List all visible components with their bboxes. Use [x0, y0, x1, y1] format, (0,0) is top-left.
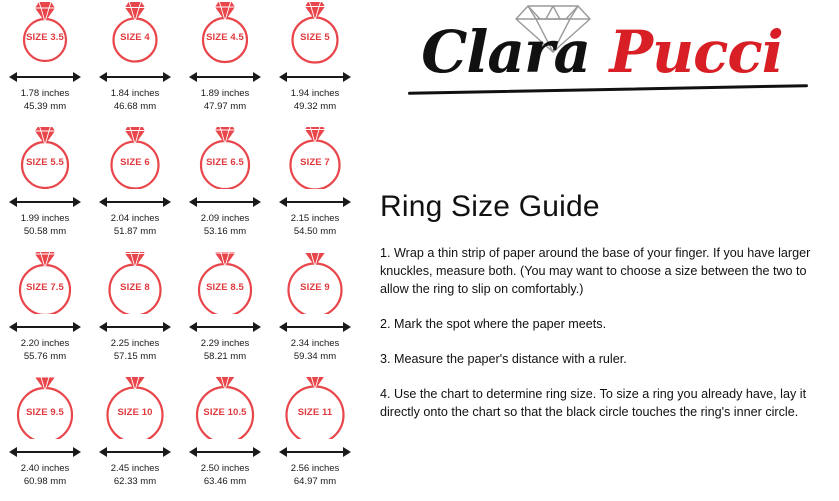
guide-step: 1. Wrap a thin strip of paper around the base of your finger. If you have larger knuckles, measure both. (You may want to choose a size between the two to allow the ring to slip on comfortably.): [380, 246, 811, 296]
measurement-mm: 54.50 mm: [293, 225, 337, 237]
ring-measurement: [270, 88, 360, 113]
ring-size-label: SIZE 8.5: [206, 282, 244, 293]
ring-size-cell: [270, 0, 360, 125]
ring-size-label: SIZE 3.5: [26, 32, 64, 43]
diameter-arrow: [189, 197, 261, 207]
diameter-arrow: [279, 322, 351, 332]
ring-size-cell: [180, 125, 270, 250]
ring-size-cell: [270, 250, 360, 375]
ring-measurement: [180, 213, 270, 238]
arrow-right-icon: [343, 447, 351, 457]
measurement-mm: 46.68 mm: [113, 100, 157, 112]
arrow-right-icon: [163, 447, 171, 457]
ring-size-label: SIZE 5.5: [26, 157, 64, 168]
ring-size-cell: [90, 0, 180, 125]
measurement-inches: 2.45 inches: [110, 463, 160, 474]
ring-measurement: [0, 88, 90, 113]
ring-size-cell: [90, 250, 180, 375]
measurement-inches: 2.40 inches: [20, 463, 70, 474]
measurement-mm: 63.46 mm: [203, 475, 247, 487]
measurement-inches: 2.29 inches: [200, 338, 250, 349]
measurement-inches: 2.56 inches: [290, 463, 340, 474]
arrow-line: [196, 76, 254, 78]
arrow-line: [196, 201, 254, 203]
diameter-arrow: [9, 322, 81, 332]
diameter-arrow: [189, 322, 261, 332]
measurement-inches: 2.25 inches: [110, 338, 160, 349]
measurement-mm: 62.33 mm: [113, 475, 157, 487]
guide-step: 4. Use the chart to determine ring size. To size a ring you already have, lay it directly onto the chart so that the black circle touches the ring's inner circle.: [380, 387, 807, 419]
diameter-arrow: [99, 72, 171, 82]
guide-section: [380, 190, 826, 421]
arrow-right-icon: [343, 197, 351, 207]
diameter-arrow: [99, 447, 171, 457]
ring-measurement: [180, 463, 270, 488]
arrow-line: [196, 326, 254, 328]
brand-wordmark: [372, 18, 832, 86]
arrow-line: [286, 326, 344, 328]
arrow-line: [16, 76, 74, 78]
measurement-inches: 2.34 inches: [290, 338, 340, 349]
arrow-right-icon: [163, 197, 171, 207]
ring-size-cell: [90, 125, 180, 250]
measurement-inches: 1.89 inches: [200, 88, 250, 99]
ring-size-cell: [180, 250, 270, 375]
measurement-mm: 57.15 mm: [113, 350, 157, 362]
arrow-line: [196, 451, 254, 453]
diameter-arrow: [9, 197, 81, 207]
ring-measurement: [180, 88, 270, 113]
guide-step: 2. Mark the spot where the paper meets.: [380, 317, 607, 331]
measurement-inches: 2.15 inches: [290, 213, 340, 224]
ring-size-label: SIZE 9.5: [26, 407, 64, 418]
brand-name-second: Pucci: [609, 18, 783, 86]
diameter-arrow: [189, 447, 261, 457]
ring-size-cell: [180, 375, 270, 500]
measurement-inches: 1.78 inches: [20, 88, 70, 99]
arrow-right-icon: [343, 322, 351, 332]
measurement-inches: 2.20 inches: [20, 338, 70, 349]
ring-measurement: [90, 338, 180, 363]
ring-size-cell: [0, 0, 90, 125]
ring-measurement: [90, 88, 180, 113]
ring-size-cell: [270, 125, 360, 250]
ring-measurement: [90, 463, 180, 488]
arrow-right-icon: [343, 72, 351, 82]
arrow-line: [286, 76, 344, 78]
ring-size-label: SIZE 4.5: [206, 32, 244, 43]
arrow-right-icon: [253, 447, 261, 457]
ring-size-label: SIZE 5: [300, 32, 330, 43]
arrow-right-icon: [73, 322, 81, 332]
diameter-arrow: [99, 322, 171, 332]
ring-size-cell: [0, 125, 90, 250]
arrow-right-icon: [73, 72, 81, 82]
measurement-mm: 55.76 mm: [23, 350, 67, 362]
arrow-right-icon: [163, 322, 171, 332]
measurement-mm: 60.98 mm: [23, 475, 67, 487]
arrow-line: [286, 451, 344, 453]
ring-size-cell: [0, 250, 90, 375]
measurement-inches: 1.99 inches: [20, 213, 70, 224]
ring-size-label: SIZE 10.5: [203, 407, 247, 418]
ring-size-label: SIZE 8: [120, 282, 150, 293]
arrow-right-icon: [253, 72, 261, 82]
ring-size-label: SIZE 6.5: [206, 157, 244, 168]
arrow-line: [16, 326, 74, 328]
arrow-line: [106, 451, 164, 453]
ring-measurement: [180, 338, 270, 363]
measurement-mm: 59.34 mm: [293, 350, 337, 362]
ring-size-chart: [0, 0, 360, 501]
diameter-arrow: [9, 72, 81, 82]
measurement-mm: 64.97 mm: [293, 475, 337, 487]
arrow-line: [106, 76, 164, 78]
diameter-arrow: [9, 447, 81, 457]
brand-name-first: Clara: [421, 18, 591, 86]
ring-size-cell: [180, 0, 270, 125]
ring-measurement: [90, 213, 180, 238]
ring-measurement: [0, 213, 90, 238]
arrow-line: [106, 201, 164, 203]
ring-size-cell: [0, 375, 90, 500]
ring-size-label: SIZE 9: [300, 282, 330, 293]
measurement-mm: 45.39 mm: [23, 100, 67, 112]
measurement-mm: 50.58 mm: [23, 225, 67, 237]
ring-size-label: SIZE 4: [120, 32, 150, 43]
page-title: Ring Size Guide: [380, 190, 600, 223]
arrow-right-icon: [73, 197, 81, 207]
diameter-arrow: [279, 447, 351, 457]
measurement-mm: 49.32 mm: [293, 100, 337, 112]
arrow-line: [16, 451, 74, 453]
measurement-mm: 51.87 mm: [113, 225, 157, 237]
measurement-inches: 1.84 inches: [110, 88, 160, 99]
ring-size-label: SIZE 11: [297, 407, 333, 418]
measurement-mm: 58.21 mm: [203, 350, 247, 362]
measurement-inches: 2.09 inches: [200, 213, 250, 224]
diameter-arrow: [99, 197, 171, 207]
arrow-right-icon: [163, 72, 171, 82]
ring-size-label: SIZE 6: [120, 157, 150, 168]
diameter-arrow: [279, 72, 351, 82]
arrow-right-icon: [253, 197, 261, 207]
diameter-arrow: [189, 72, 261, 82]
arrow-line: [16, 201, 74, 203]
measurement-inches: 2.04 inches: [110, 213, 160, 224]
ring-size-label: SIZE 7.5: [26, 282, 64, 293]
measurement-mm: 47.97 mm: [203, 100, 247, 112]
measurement-inches: 1.94 inches: [290, 88, 340, 99]
arrow-right-icon: [253, 322, 261, 332]
ring-measurement: [270, 338, 360, 363]
measurement-mm: 53.16 mm: [203, 225, 247, 237]
arrow-line: [106, 326, 164, 328]
ring-size-cell: [270, 375, 360, 500]
brand-logo: [372, 0, 832, 110]
ring-size-label: SIZE 10: [117, 407, 153, 418]
arrow-right-icon: [73, 447, 81, 457]
measurement-inches: 2.50 inches: [200, 463, 250, 474]
ring-measurement: [270, 463, 360, 488]
ring-measurement: [270, 213, 360, 238]
ring-size-cell: [90, 375, 180, 500]
arrow-line: [286, 201, 344, 203]
ring-measurement: [0, 338, 90, 363]
ring-size-label: SIZE 7: [300, 157, 330, 168]
diameter-arrow: [279, 197, 351, 207]
guide-step: 3. Measure the paper's distance with a ruler.: [380, 352, 627, 366]
ring-measurement: [0, 463, 90, 488]
